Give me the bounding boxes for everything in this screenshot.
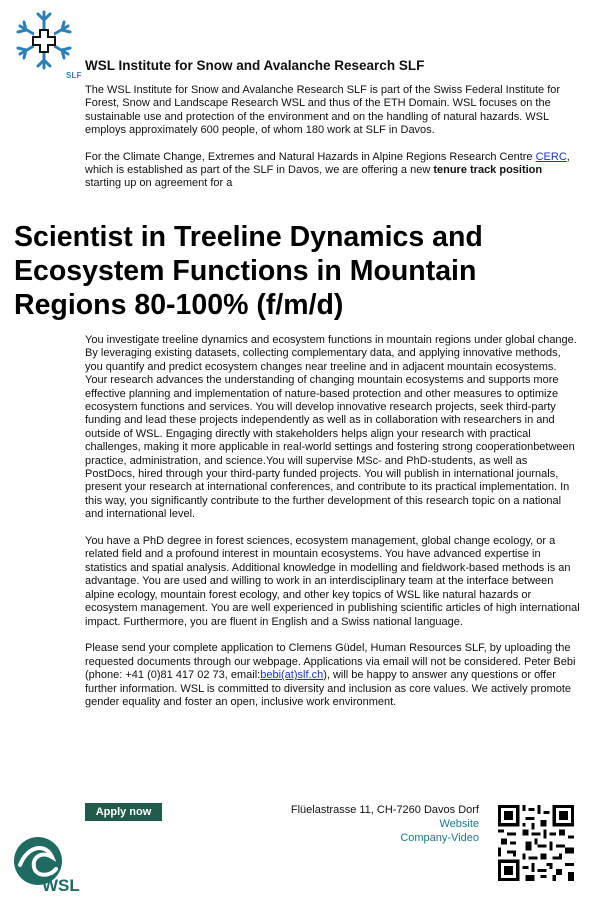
intro-section [85,84,580,204]
wsl-logo-text: WSL [42,876,80,895]
company-video-link[interactable]: Company-Video [400,832,479,844]
application-paragraph [85,642,580,709]
wsl-logo [12,835,80,895]
tenure-track-text: tenure track position [433,164,543,177]
intro-text: For the Climate Change, Extremes and Natural Hazards in Alpine Regions Research Centre [85,150,536,163]
job-title: Scientist in Treeline Dynamics and Ecosystem Functions in Mountain Regions 80-100% (f/m/d) [14,221,483,321]
intro-text: , which is established as part of the SLF in Davos, we are offering a new [85,150,570,177]
job-description [85,334,580,723]
email-link[interactable]: bebi(at)slf.ch [260,669,324,682]
application-text: ), will be happy to answer any questions or offer further information. WSL is committed to diversity and inclusion as core values. We actively promote gender equality and foster an open, inclusive work environment. [85,669,572,708]
institute-title: WSL Institute for Snow and Avalanche Research SLF [85,58,425,73]
slf-logo [12,8,82,80]
slf-snowflake-cross-icon [12,8,76,74]
responsibilities-paragraph: You investigate treeline dynamics and ecosystem functions in mountain regions under global change. By leveraging existing datasets, collecting complementary data, and applying innovative methods, you quantify and predict ecosystem changes near treeline and in adjacent mountain ecosystems. Your research advances the understanding of changing mountain ecosystems and supports more effective planning and implementation of nature-based protection and other measures to optimize ecosystem functions and services. You will develop innovative research projects, seek third-party funding and lead these projects independently as well as in collaboration with researchers in and outside of WSL. Engaging directly with stakeholders helps align your research with practical challenges, making it more applicable in real-world settings and fostering strong cooperationbetween practice, administration, and science.You will supervise MSc- and PhD-students, as well as PostDocs, hired through your third-party funded projects. You will publish in international journals, present your research at international conferences, and contribute to its practical implementation. In this way, you significantly contribute to the further development of this research topic on a national and international level. [85,334,577,521]
cerc-link[interactable]: CERC [535,150,567,163]
requirements-paragraph: You have a PhD degree in forest sciences, ecosystem management, global change ecology, or a related field and a profound interest in mountain ecosystems. You have advanced expertise in statistics and spatial analysis. Additional knowledge in modelling and fieldwork-based methods is an advantage. You are used and willing to work in an interdisciplinary team at the interface between alpine ecology, mountain forest ecology, and other key topics of WSL like natural hazards or ecosystem management. You are well experienced in publishing scientific articles of high international impact. Furthermore, you are fluent in English and a Swiss national language. [85,535,580,628]
application-text: Please send your complete application to Clemens Güdel, Human Resources SLF, by uploading the requested documents through our webpage. Applications via email will not be considered. Peter Bebi (phone: +41 (0)81 417 02 73, email: [85,642,576,682]
website-link[interactable]: Website [439,818,479,830]
qr-code-icon[interactable] [498,805,574,881]
intro-offer-paragraph [85,151,580,191]
intro-text: starting up on agreement for a [85,177,233,190]
intro-paragraph: The WSL Institute for Snow and Avalanche Research SLF is part of the Swiss Federal Institute for Forest, Snow and Landscape Research WSL and thus of the ETH Domain. WSL focuses on the sustainable use and protection of the environment and on the handling of natural hazards. WSL employs approximately 600 people, of whom 180 work at SLF in Davos. [85,84,561,137]
footer-contact [291,803,479,845]
address: Flüelastrasse 11, CH-7260 Davos Dorf [290,804,479,816]
slf-logo-text: SLF [66,71,82,80]
apply-now-button[interactable]: Apply now [85,803,162,821]
